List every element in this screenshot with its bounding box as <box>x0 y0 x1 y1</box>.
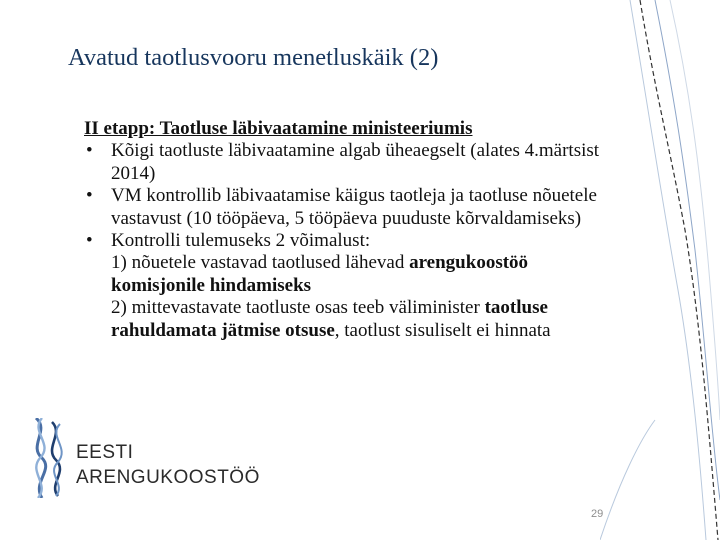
logo-text-line2: ARENGUKOOSTÖÖ <box>76 467 260 488</box>
option-two <box>84 297 614 342</box>
bullet-item <box>84 185 614 230</box>
bullet-text: Kõigi taotluste läbivaatamine algab üheaegselt (alates 4.märtsist 2014) <box>111 140 600 184</box>
option-two-text: 2) mittevastavate taotluste osas teeb väliminister <box>111 297 485 319</box>
option-one-text: 1) nõuetele vastavad taotlused lähevad <box>111 252 410 274</box>
bullet-marker: • <box>86 230 93 252</box>
bullet-item <box>84 230 614 252</box>
section-heading: II etapp: Taotluse läbivaatamine ministeeriumis <box>84 118 473 139</box>
bullet-text: VM kontrollib läbivaatamise käigus taotleja ja taotluse nõuetele vastavust (10 tööpäeva, 5 tööpäeva puuduste kõrvaldamiseks) <box>111 185 597 229</box>
option-one-bold: arengukoostöö komisjonile hindamiseks <box>111 252 529 296</box>
bullet-marker: • <box>86 185 93 207</box>
bullet-marker: • <box>86 140 93 162</box>
logo-text-line1: EESTI <box>76 442 134 463</box>
option-two-tail: , taotlust sisuliselt ei hinnata <box>334 319 551 341</box>
slide-content <box>84 118 614 342</box>
bullet-item <box>84 140 614 185</box>
page-number: 29 <box>591 508 604 520</box>
bullet-text: Kontrolli tulemuseks 2 võimalust: <box>111 230 371 252</box>
decorative-curves <box>600 0 720 540</box>
option-one <box>84 252 614 297</box>
slide-title: Avatud taotlusvooru menetluskäik (2) <box>68 44 439 71</box>
option-two-bold: taotluse rahuldamata jätmise otsuse <box>111 297 548 341</box>
